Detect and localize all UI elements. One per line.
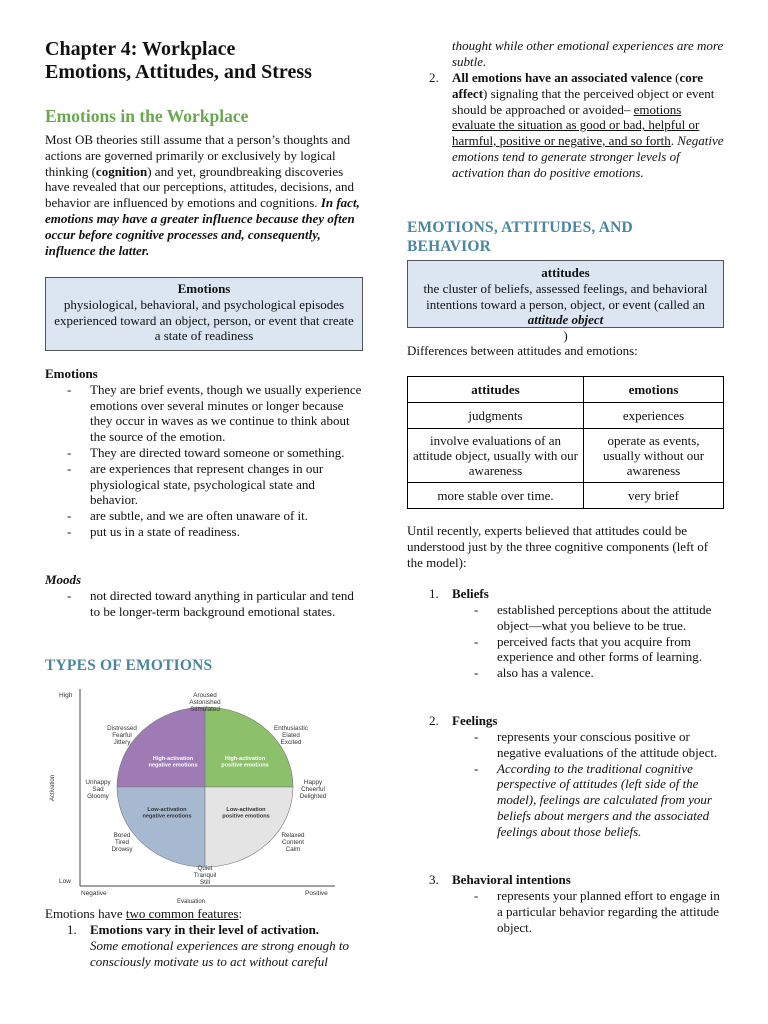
- emotion-word: Fearful: [112, 732, 132, 739]
- emotion-word: Delighted: [299, 793, 327, 800]
- feelings-list: [452, 729, 725, 840]
- list-item: - established perceptions about the attitude object—what you believe to be true.: [452, 602, 725, 634]
- quadrant-high-positive: [205, 707, 293, 787]
- emotion-word: Cheerful: [301, 786, 325, 793]
- attitudes-definition-box: [407, 260, 724, 344]
- intro-emphasis: In fact, emotions may have a greater influence because they often occur before cognitive processes and, consequently, influence the latter.: [45, 195, 360, 258]
- component-title: Behavioral intentions: [452, 872, 571, 887]
- feature-1: [67, 922, 363, 982]
- emotion-word: Tired: [114, 839, 130, 846]
- x-tick-negative: Negative: [81, 890, 107, 897]
- emotion-word: Astonished: [189, 699, 221, 706]
- emotion-word: Enthusiastic: [274, 725, 308, 732]
- emotions-definition-box: [45, 277, 363, 351]
- circumplex-svg: [45, 684, 337, 906]
- emotions-circumplex-diagram: [45, 684, 337, 906]
- list-item: - They are directed toward someone or something.: [45, 445, 363, 461]
- list-item: - also has a valence.: [452, 665, 725, 681]
- list-item: - are experiences that represent changes in our physiological state, psychological state and behavior.: [45, 461, 363, 508]
- quadrant-label: High-activation: [152, 756, 194, 762]
- quadrant-low-positive: [205, 787, 293, 867]
- feature-2-italic: Negative emotions tend to generate stronger levels of activation than do positive emotions.: [452, 133, 724, 180]
- y-tick-low: Low: [59, 878, 71, 885]
- features-lead-underline: two common features: [125, 906, 239, 921]
- title-line-2: Emotions, Attitudes, and Stress: [45, 61, 312, 83]
- features-lead-colon: :: [238, 906, 243, 921]
- emotion-word: Jittery: [113, 739, 131, 746]
- emotion-word: Excited: [280, 739, 302, 746]
- list-item: - perceived facts that you acquire from experience and other forms of learning.: [452, 634, 725, 666]
- emotion-word: Aroused: [193, 692, 217, 699]
- quadrant-label: negative emotions: [142, 813, 192, 820]
- emotion-word: Drowsy: [111, 846, 133, 853]
- moods-section: [45, 572, 363, 619]
- emotion-word: Gloomy: [87, 793, 109, 800]
- quadrant-label: Low-activation: [147, 807, 187, 813]
- quadrant-low-negative: [114, 787, 205, 867]
- emotions-list: [45, 382, 363, 540]
- list-item: - They are brief events, though we usually experience emotions over several minutes or longer because they occur in waves as we continue to think about the source of the emotion.: [45, 382, 363, 445]
- features-lead: [45, 906, 363, 922]
- table-cell: judgments: [408, 403, 584, 429]
- attitudes-box-close: ): [563, 328, 568, 344]
- table-cell: involve evaluations of an attitude object, usually with our awareness: [408, 429, 584, 483]
- page-title: [45, 38, 363, 84]
- attitudes-box-title: attitudes: [541, 265, 590, 280]
- feature-2-text: (: [671, 70, 680, 85]
- emotion-word: Happy: [303, 779, 323, 786]
- intro-cognition: cognition: [95, 163, 148, 179]
- emotion-word: Bored: [113, 832, 131, 839]
- attitudes-emotions-table: [407, 376, 724, 509]
- attitudes-box-object: attitude object: [527, 312, 604, 328]
- feature-2: [429, 70, 725, 200]
- intro-text-c: ) and yet, groundbreaking discoveries have revealed that our perceptions, attitudes, decisions, and behavior are influenced by emotions and cognitions.: [45, 163, 355, 211]
- table-cell: more stable over time.: [408, 483, 584, 509]
- component-title: Feelings: [452, 713, 498, 728]
- features-lead-text: Emotions have: [45, 906, 126, 921]
- emotion-word: Tranquil: [193, 872, 217, 879]
- table-header-row: [408, 377, 724, 403]
- intro-paragraph: [45, 132, 363, 258]
- emotions-box-text: physiological, behavioral, and psychological episodes experienced toward an object, person, or event that create a state of readiness: [54, 296, 354, 344]
- quadrant-label: negative emotions: [148, 762, 198, 769]
- until-recently-paragraph: Until recently, experts believed that attitudes could be understood just by the three cognitive components (left of the model):: [407, 523, 709, 570]
- table-row: [408, 483, 724, 509]
- differences-intro: Differences between attitudes and emotions:: [407, 343, 638, 358]
- emotion-word: Relaxed: [281, 832, 305, 839]
- emotion-word: Still: [199, 879, 211, 886]
- table-row: [408, 403, 724, 429]
- table-cell: experiences: [584, 403, 724, 429]
- emotion-word: Elated: [282, 732, 300, 739]
- emotion-word: Sad: [92, 786, 104, 793]
- component-behavioral-intentions: [429, 872, 725, 935]
- list-item: - are subtle, and we are often unaware of it.: [45, 508, 363, 524]
- emotion-word: Stimulated: [190, 706, 220, 713]
- emotions-list-heading: Emotions: [45, 366, 98, 381]
- title-line-1: Chapter 4: Workplace: [45, 38, 236, 60]
- table-header: emotions: [584, 377, 724, 403]
- feature-2-text: .: [670, 133, 678, 149]
- quadrant-high-negative: [117, 707, 205, 787]
- emotion-word: Content: [281, 839, 305, 846]
- moods-heading: Moods: [45, 572, 82, 587]
- quadrant-label: High-activation: [224, 756, 266, 762]
- quadrant-label: Low-activation: [226, 807, 266, 813]
- component-beliefs: [429, 586, 725, 681]
- table-cell: very brief: [584, 483, 724, 509]
- emotions-list-section: [45, 366, 363, 540]
- feature-1-continuation: thought while other emotional experiences are more subtle.: [452, 38, 724, 69]
- list-item: - put us in a state of readiness.: [45, 524, 363, 540]
- emotions-box-title: Emotions: [177, 281, 231, 296]
- feature-2-underline: emotions evaluate the situation as good or bad, helpful or harmful, positive or negative, and so forth: [452, 101, 700, 149]
- list-item: - represents your planned effort to engage in a particular behavior regarding the attitude object.: [452, 888, 725, 935]
- table-header: attitudes: [408, 377, 584, 403]
- behavior-list: [452, 888, 725, 935]
- x-axis-label: Evaluation: [176, 899, 206, 905]
- emotion-word: Calm: [285, 846, 301, 853]
- feature-2-text: ) signaling that the perceived object or event should be approached or avoided–: [452, 85, 715, 117]
- emotion-word: Unhappy: [85, 779, 111, 786]
- component-number: 3.: [429, 872, 439, 887]
- emotion-word: Distressed: [107, 725, 137, 732]
- emotions-in-workplace-heading: Emotions in the Workplace: [45, 106, 249, 126]
- types-of-emotions-heading: TYPES OF EMOTIONS: [45, 657, 213, 674]
- feature-1-italic: Some emotional experiences are strong enough to consciously motivate us to act without careful: [90, 937, 349, 969]
- quadrant-label: positive emotions: [221, 762, 269, 769]
- table-row: [408, 429, 724, 483]
- list-item: - According to the traditional cognitive perspective of attitudes (left side of the model), feelings are calculated from your beliefs about mergers and the associated feelings about those beliefs.: [452, 761, 725, 840]
- x-tick-positive: Positive: [305, 890, 328, 897]
- feature-1-number: 1.: [67, 922, 77, 937]
- moods-list: [45, 588, 363, 620]
- component-title: Beliefs: [452, 586, 489, 601]
- feature-1-bold: Emotions vary in their level of activation.: [90, 922, 320, 937]
- y-axis-label: Activation: [50, 774, 56, 802]
- list-item: - not directed toward anything in particular and tend to be longer-term background emotional states.: [45, 588, 363, 620]
- component-number: 1.: [429, 586, 439, 601]
- y-tick-high: High: [59, 692, 73, 699]
- feature-2-core-affect: core affect: [452, 70, 704, 101]
- feature-2-number: 2.: [429, 70, 439, 85]
- component-feelings: [429, 713, 725, 840]
- beliefs-list: [452, 602, 725, 681]
- component-number: 2.: [429, 713, 439, 728]
- table-cell: operate as events, usually without our awareness: [584, 429, 724, 483]
- attitudes-box-text: the cluster of beliefs, assessed feelings, and behavioral intentions toward a person, object, or event (called an: [423, 280, 708, 312]
- quadrant-label: positive emotions: [222, 813, 270, 820]
- emotion-word: Quiet: [197, 865, 213, 872]
- emotions-attitudes-behavior-heading: EMOTIONS, ATTITUDES, AND BEHAVIOR: [407, 219, 633, 255]
- list-item: - represents your conscious positive or negative evaluations of the attitude object.: [452, 729, 725, 761]
- feature-2-bold: All emotions have an associated valence: [452, 70, 672, 85]
- intro-text-a: Most OB theories still assume that a person’s thoughts and actions are governed primarily or exclusively by logical thinking (: [45, 132, 351, 179]
